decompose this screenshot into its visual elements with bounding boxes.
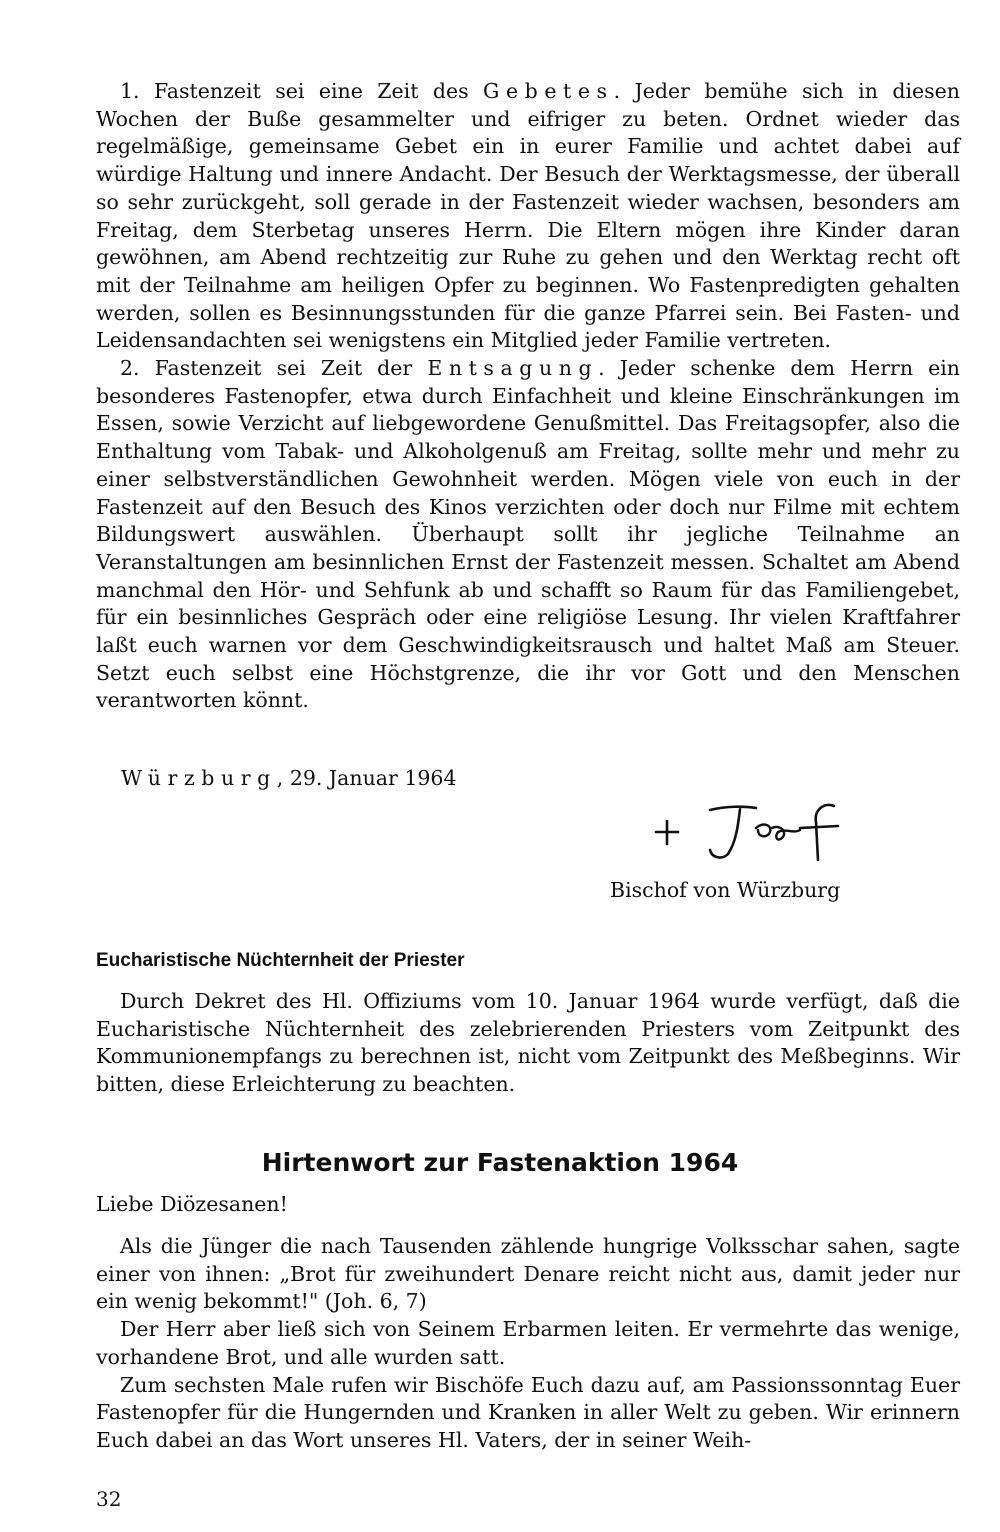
paragraph-fastenopfer: Zum sechsten Male rufen wir Bischöfe Euch dazu auf, am Passionssonntag Euer Fastenopfer für die Hungernden und Kranken in aller Welt zu geben. Wir erinnern Euch dabei an das Wort unseres Hl. Vaters, der in seiner Weih- xyxy=(96,1372,960,1452)
page-number: 32 xyxy=(96,1487,122,1511)
paragraph-text: 1. Fastenzeit sei eine Zeit des xyxy=(120,79,484,103)
section-nuechternheit xyxy=(96,988,960,1099)
dateline-place: Würzburg xyxy=(121,766,277,790)
paragraph-text: . Jeder schenke dem Herrn ein besonderes Fastenopfer, etwa durch Einfachheit und kleine Einschränkungen im Essen, sowie Verzicht auf liebgewordene Genußmittel. Das Freitagsopfer, also die Enthaltung vom Tabak- und Alkoholgenuß am Freitag, sollte mehr und mehr zu einer selbstverständlichen Gewohnheit werden. Mögen viele von euch in der Fastenzeit auf den Besuch des Kinos verzichten oder doch nur Filme mit echtem Bildungswert auswählen. Überhaupt sollt ihr jegliche Teilnahme an Veranstaltungen am besinnlichen Ernst der Fastenzeit messen. Schaltet am Abend manchmal den Hör- und Sehfunk ab und schafft so Raum für das Familiengebet, für ein besinnliches Gespräch oder eine religiöse Lesung. Ihr vielen Kraftfahrer laßt euch warnen vor dem Geschwindigkeitsrausch und haltet Maß am Steuer. Setzt euch selbst eine Höchstgrenze, die ihr vor Gott und den Menschen verantworten könnt. xyxy=(96,356,960,713)
paragraph-erbarmen: Der Herr aber ließ sich von Seinem Erbarmen leiten. Er vermehrte das wenige, vorhandene Brot, und alle wurden satt. xyxy=(96,1317,960,1369)
paragraph-dekret: Durch Dekret des Hl. Offiziums vom 10. Januar 1964 wurde verfügt, daß die Eucharistische Nüchternheit des zelebrierenden Priesters vom Zeitpunkt des Kommunionempfangs zu berechnen ist, nicht vom Zeitpunkt des Meßbeginns. Wir bitten, diese Erleichterung zu beachten. xyxy=(96,989,960,1097)
paragraph-gebet xyxy=(96,78,960,355)
paragraph-text: 2. Fastenzeit sei Zeit der xyxy=(120,356,428,381)
spaced-word: Gebetes xyxy=(483,79,614,103)
dateline-date: , 29. Januar 1964 xyxy=(276,766,457,790)
signature-title: Bischof von Würzburg xyxy=(610,878,841,902)
paragraph-text: . Jeder bemühe sich in diesen Wochen der Buße gesammelter und eifriger zu beten. Ordnet wieder das regelmäßige, gemeinsame Gebet ein in eurer Familie und achtet dabei auf würdige Haltung und innere Andacht. Der Besuch der Werktagsmesse, der überall so sehr zurückgeht, soll gerade in der Fastenzeit wieder wachsen, besonders am Freitag, dem Sterbetag unseres Herrn. Die Eltern mögen ihre Kinder daran gewöhnen, am Abend rechtzeitig zur Ruhe zu gehen und den Werktag recht oft mit der Teilnahme am heiligen Opfer zu beginnen. Wo Fastenpredigten gehalten werden, sollen es Besinnungsstunden für die ganze Pfarrei sein. Bei Fasten- und Leidensandachten sei wenigstens ein Mitglied jeder Familie vertreten. xyxy=(96,79,960,353)
section-hirtenwort xyxy=(96,1233,960,1455)
paragraph-jueger: Als die Jünger die nach Tausenden zählende hungrige Volksschar sahen, sagte einer von ihnen: „Brot für zweihundert Denare reicht nicht aus, damit jeder nur ein wenig bekommt!" (Joh. 6, 7) xyxy=(96,1234,960,1314)
paragraph-entsagung xyxy=(96,355,960,715)
dateline xyxy=(121,766,457,790)
salutation: Liebe Diözesanen! xyxy=(96,1192,288,1216)
section-heading-hirtenwort: Hirtenwort zur Fastenaktion 1964 xyxy=(261,1148,739,1177)
handwritten-signature xyxy=(648,798,858,862)
spaced-word: Entsagung xyxy=(427,356,599,381)
section-heading-nuechternheit: Eucharistische Nüchternheit der Priester xyxy=(96,950,465,971)
section-fastenzeit xyxy=(96,78,960,715)
